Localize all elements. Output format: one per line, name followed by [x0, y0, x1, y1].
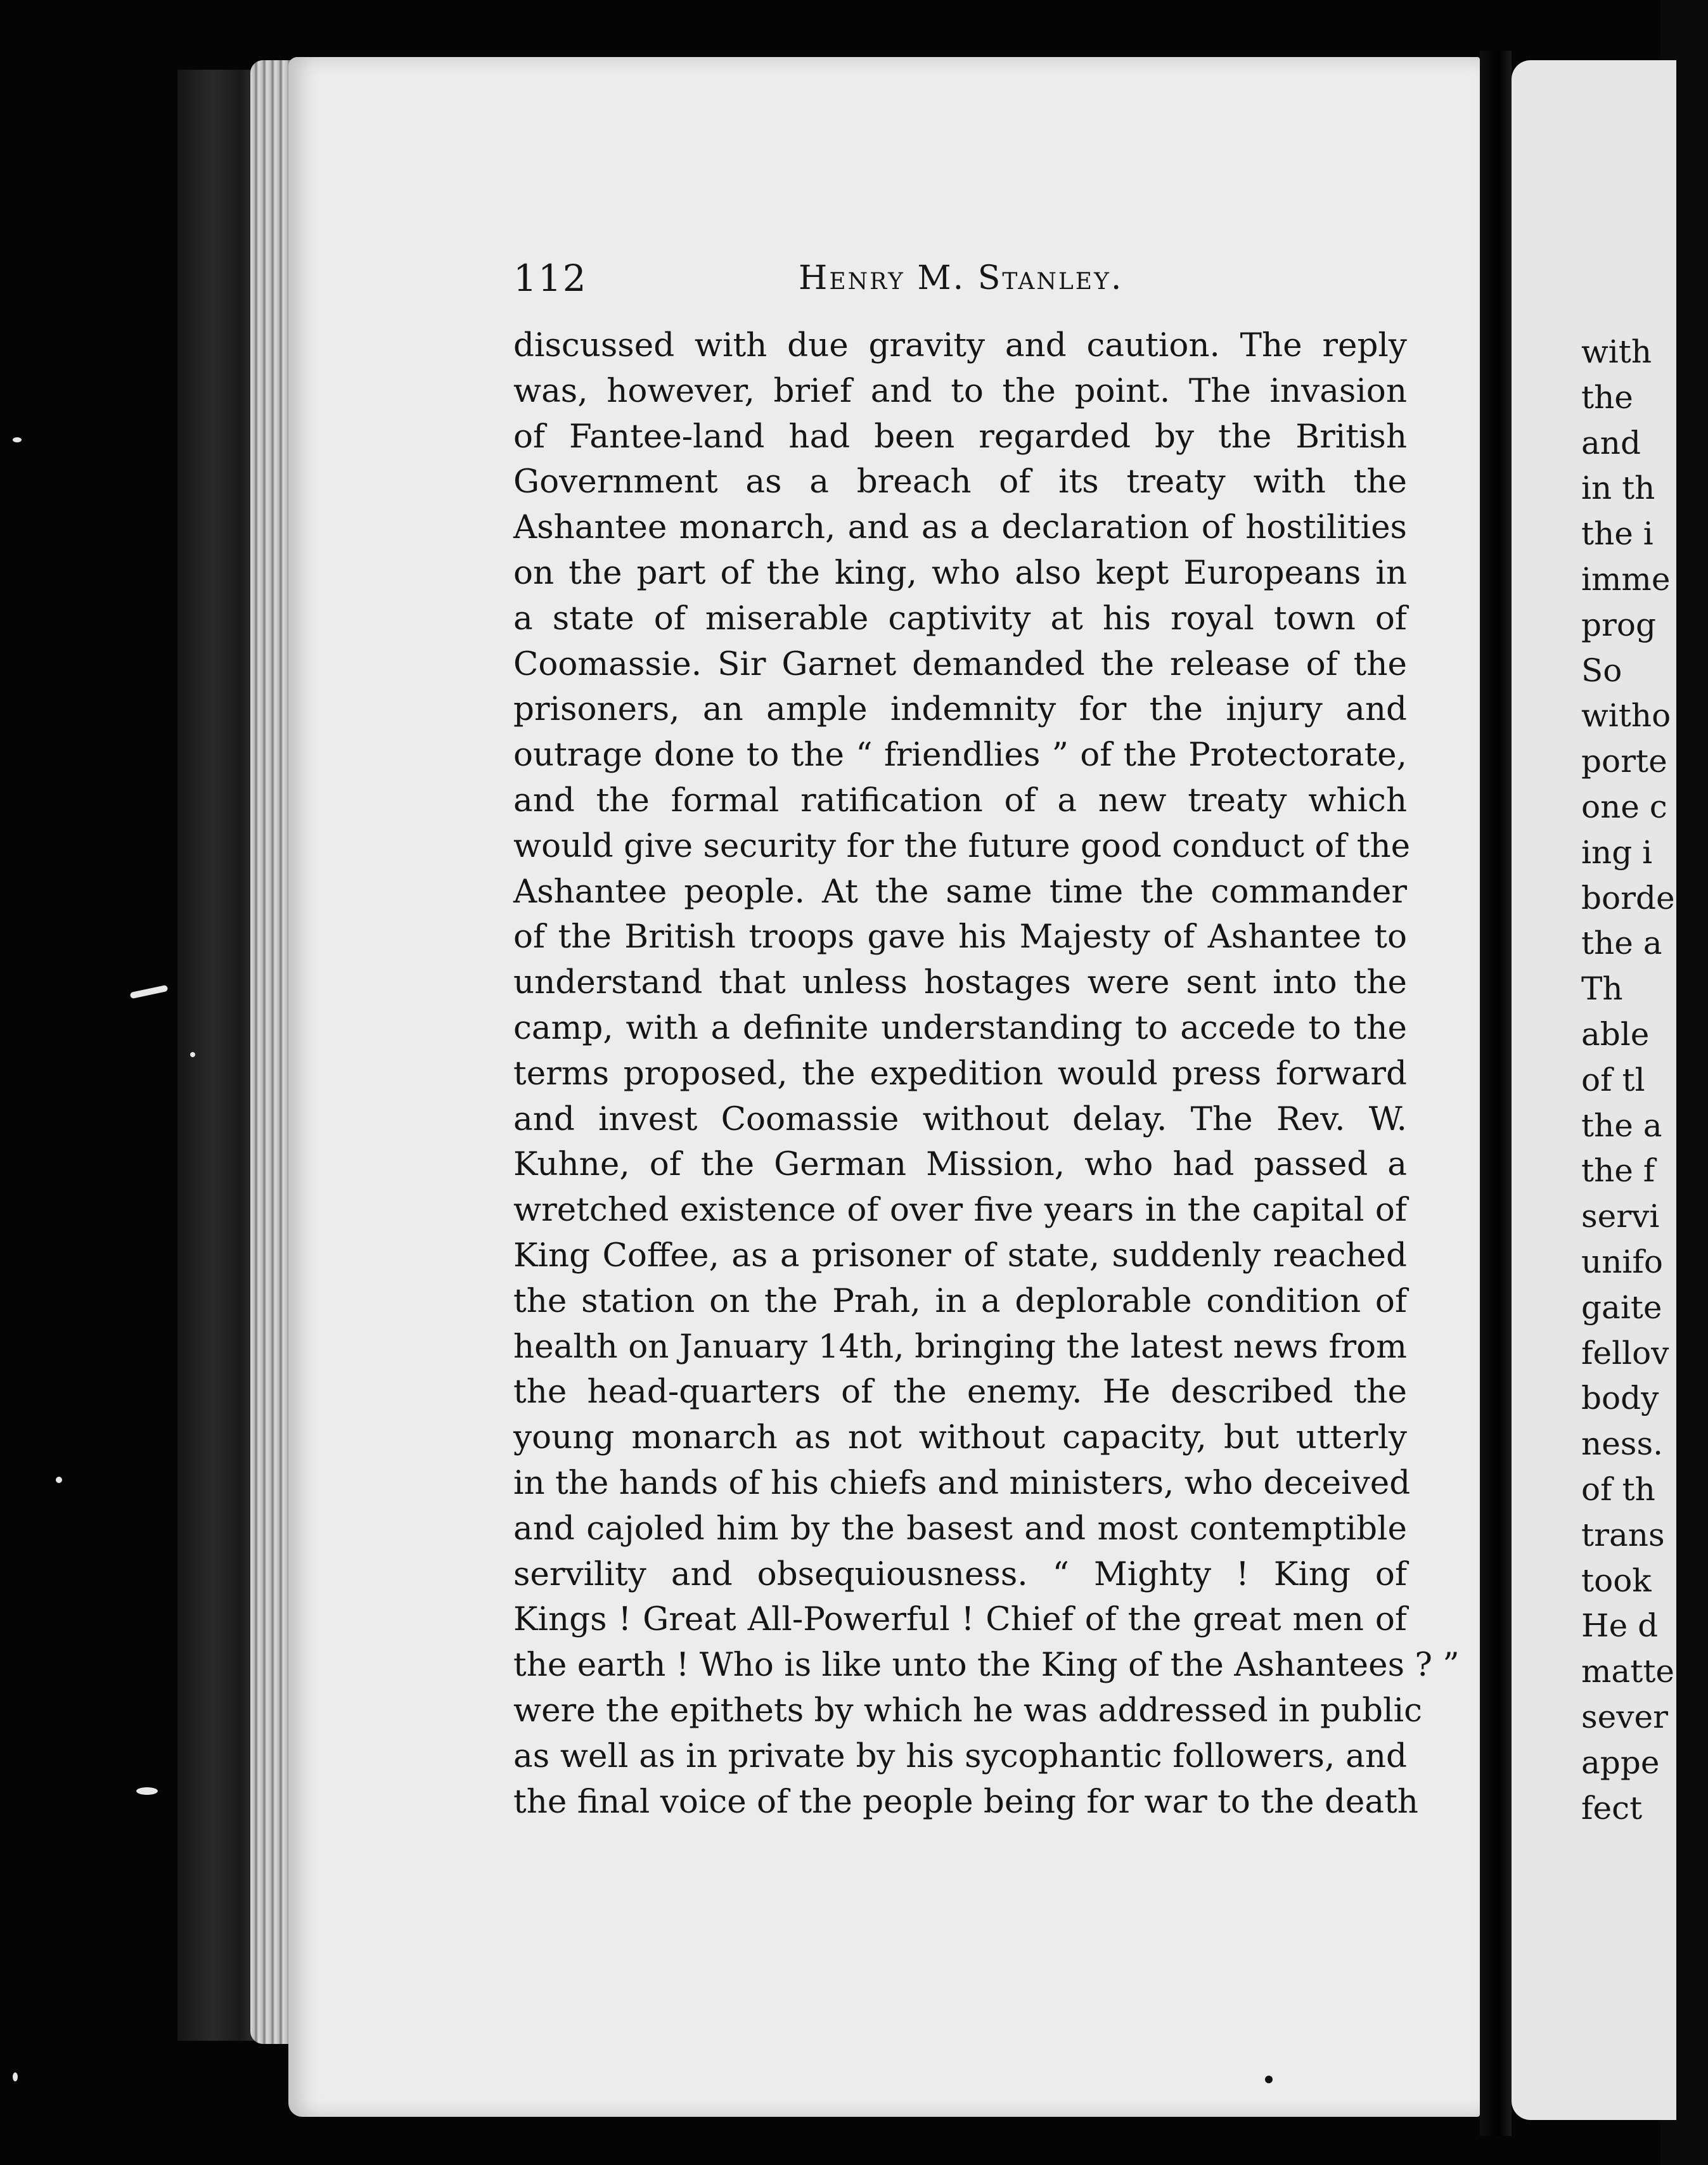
right-page-fragment: of th	[1581, 1470, 1655, 1508]
right-page-fragment: gaite	[1581, 1288, 1662, 1326]
text-line: were the epithets by which he was addressed in public	[513, 1691, 1422, 1730]
text-line: prisoners, an ample indemnity for the injury and	[513, 690, 1407, 729]
right-page-fragment: took	[1581, 1562, 1652, 1599]
page-header	[513, 257, 1407, 307]
text-line: Ashantee people. At the same time the commander	[513, 872, 1407, 911]
right-page-fragment: unifo	[1581, 1243, 1664, 1280]
text-line: discussed with due gravity and caution. The reply	[513, 326, 1407, 364]
scan-speck	[130, 985, 169, 999]
text-line: and invest Coomassie without delay. The Rev. W.	[513, 1100, 1407, 1138]
page-gutter	[1480, 51, 1512, 2136]
right-page-fragment: matte	[1581, 1653, 1674, 1690]
right-page-fragment: appe	[1581, 1744, 1660, 1781]
right-page-fragment: ing i	[1581, 833, 1653, 871]
right-page-fragment: servi	[1581, 1198, 1660, 1235]
right-page-fragment: trans	[1581, 1516, 1665, 1553]
right-page-fragment: the	[1581, 378, 1633, 416]
right-page-fragment: the i	[1581, 515, 1653, 553]
scan-speck	[13, 437, 22, 442]
scan-speck	[190, 1052, 195, 1057]
text-line: would give security for the future good conduct of the	[513, 826, 1411, 865]
text-line: and the formal ratification of a new treaty which	[513, 781, 1407, 819]
text-line: the station on the Prah, in a deplorable condition of	[513, 1282, 1407, 1320]
text-line: understand that unless hostages were sent into the	[513, 963, 1407, 1002]
running-head: Henry M. Stanley.	[799, 259, 1124, 297]
right-page-fragment: porte	[1581, 743, 1667, 780]
right-page-fragment: prog	[1581, 606, 1657, 643]
text-line: in the hands of his chiefs and ministers, who deceived	[513, 1463, 1411, 1502]
text-line: young monarch as not without capacity, but utterly	[513, 1418, 1407, 1457]
text-line: wretched existence of over five years in the capital of	[513, 1191, 1407, 1230]
body-text	[513, 323, 1460, 1825]
text-line: camp, with a definite understanding to accede to the	[513, 1008, 1407, 1047]
right-page-text	[1581, 330, 1708, 1831]
right-page-fragment: one c	[1581, 788, 1667, 825]
text-line: servility and obsequiousness. “ Mighty ! King of	[513, 1555, 1407, 1593]
text-line: Ashantee monarch, and as a declaration of hostilities	[513, 508, 1407, 547]
text-line: on the part of the king, who also kept Europeans in	[513, 553, 1407, 592]
right-page-fragment: ness.	[1581, 1425, 1664, 1463]
right-page-fragment: and	[1581, 424, 1641, 461]
text-line: Kuhne, of the German Mission, who had passed a	[513, 1145, 1407, 1184]
right-page-fragment: sever	[1581, 1698, 1668, 1735]
right-page-fragment: of tl	[1581, 1061, 1645, 1098]
scan-speck	[56, 1477, 62, 1483]
right-page-fragment: imme	[1581, 560, 1671, 598]
page-number: 112	[513, 257, 588, 300]
text-line: of the British troops gave his Majesty of Ashantee to	[513, 918, 1407, 956]
text-line: Kings ! Great All-Powerful ! Chief of the great men of	[513, 1600, 1407, 1639]
text-line: Government as a breach of its treaty with the	[513, 463, 1407, 501]
text-line: outrage done to the “ friendlies ” of the Protectorate,	[513, 736, 1407, 774]
scan-speck	[136, 1787, 158, 1795]
right-page-fragment: the f	[1581, 1152, 1655, 1190]
right-page-fragment: in th	[1581, 470, 1655, 507]
text-line: the earth ! Who is like unto the King of the Ashantees ? ”	[513, 1646, 1460, 1685]
right-page-fragment: able	[1581, 1015, 1650, 1053]
text-line: the final voice of the people being for war to the death	[513, 1782, 1418, 1821]
right-page	[1512, 60, 1676, 2120]
right-page-fragment: fellov	[1581, 1334, 1669, 1372]
right-page-fragment: Th	[1581, 970, 1623, 1008]
text-line: Coomassie. Sir Garnet demanded the release of the	[513, 645, 1407, 683]
text-line: and cajoled him by the basest and most contemptible	[513, 1509, 1407, 1548]
scan-speck	[13, 2072, 18, 2081]
text-line: the head-quarters of the enemy. He described the	[513, 1373, 1407, 1411]
text-line: as well as in private by his sycophantic followers, and	[513, 1737, 1407, 1775]
right-page-fragment: He d	[1581, 1607, 1659, 1645]
text-line: was, however, brief and to the point. The invasion	[513, 371, 1407, 410]
right-page-fragment: So	[1581, 652, 1622, 689]
text-line: a state of miserable captivity at his royal town of	[513, 599, 1407, 638]
text-line: terms proposed, the expedition would press forward	[513, 1054, 1407, 1093]
text-line: of Fantee-land had been regarded by the British	[513, 417, 1407, 456]
right-page-fragment: witho	[1581, 697, 1671, 735]
right-page-fragment: with	[1581, 333, 1652, 370]
text-line: health on January 14th, bringing the latest news from	[513, 1327, 1407, 1366]
right-page-fragment: borde	[1581, 879, 1675, 916]
right-page-fragment: fect	[1581, 1789, 1643, 1827]
right-page-fragment: the a	[1581, 925, 1662, 962]
text-line: King Coffee, as a prisoner of state, suddenly reached	[513, 1236, 1407, 1275]
ink-dot	[1265, 2076, 1273, 2083]
right-page-fragment: the a	[1581, 1107, 1662, 1144]
right-page-fragment: body	[1581, 1380, 1659, 1417]
